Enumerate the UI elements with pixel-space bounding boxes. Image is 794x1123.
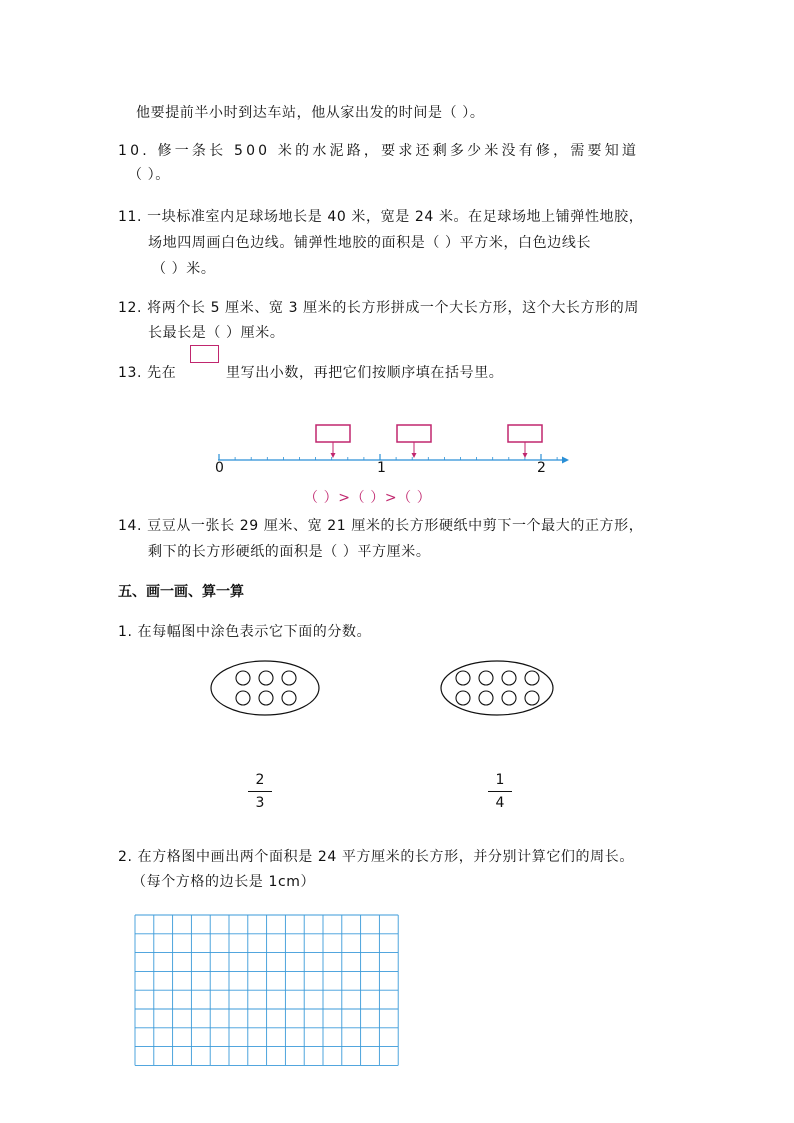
number-line-label-1: 1 <box>377 460 387 476</box>
order-brackets: （ ）>（ ）>（ ） <box>304 490 432 506</box>
q13-text-suffix: 里写出小数，再把它们按顺序填在括号里。 <box>226 365 504 381</box>
number-line-label-0: 0 <box>215 460 225 476</box>
fraction-denominator: 4 <box>495 795 505 811</box>
fraction-numerator: 1 <box>495 772 505 788</box>
q12-text-line2: 长最长是（ ）厘米。 <box>148 325 285 341</box>
q10-answer-blank: （ ）。 <box>128 167 170 183</box>
fraction-numerator: 2 <box>255 772 265 788</box>
q11-text-line3: （ ）米。 <box>152 261 216 277</box>
q10-text-line1: 10. 修一条长 500 米的水泥路，要求还剩多少米没有修，需要知道 <box>118 143 640 159</box>
s5-q1-text: 1. 在每幅图中涂色表示它下面的分数。 <box>118 624 372 640</box>
q14-text-line1: 14. 豆豆从一张长 29 厘米、宽 21 厘米的长方形硬纸中剪下一个最大的正方形， <box>118 518 644 534</box>
q9-text: 他要提前半小时到达车站，他从家出发的时间是（ ）。 <box>136 105 485 121</box>
number-line-label-2: 2 <box>537 460 547 476</box>
section-5-title: 五、画一画、算一算 <box>118 584 244 600</box>
q14-text-line2: 剩下的长方形硬纸的面积是（ ）平方厘米。 <box>148 544 431 560</box>
q11-text-line2: 场地四周画白色边线。铺弹性地胶的面积是（ ）平方米，白色边线长 <box>148 235 592 251</box>
q13-text-prefix: 13. 先在 <box>118 365 177 381</box>
q11-text-line1: 11. 一块标准室内足球场地长是 40 米，宽是 24 米。在足球场地上铺弹性地胶， <box>118 209 644 225</box>
q12-text-line1: 12. 将两个长 5 厘米、宽 3 厘米的长方形拼成一个大长方形，这个大长方形的周 <box>118 300 639 316</box>
s5-q2-text-line1: 2. 在方格图中画出两个面积是 24 平方厘米的长方形，并分别计算它们的周长。 <box>118 849 634 865</box>
fraction-denominator: 3 <box>255 795 265 811</box>
s5-q2-text-line2: （每个方格的边长是 1cm） <box>132 874 316 890</box>
